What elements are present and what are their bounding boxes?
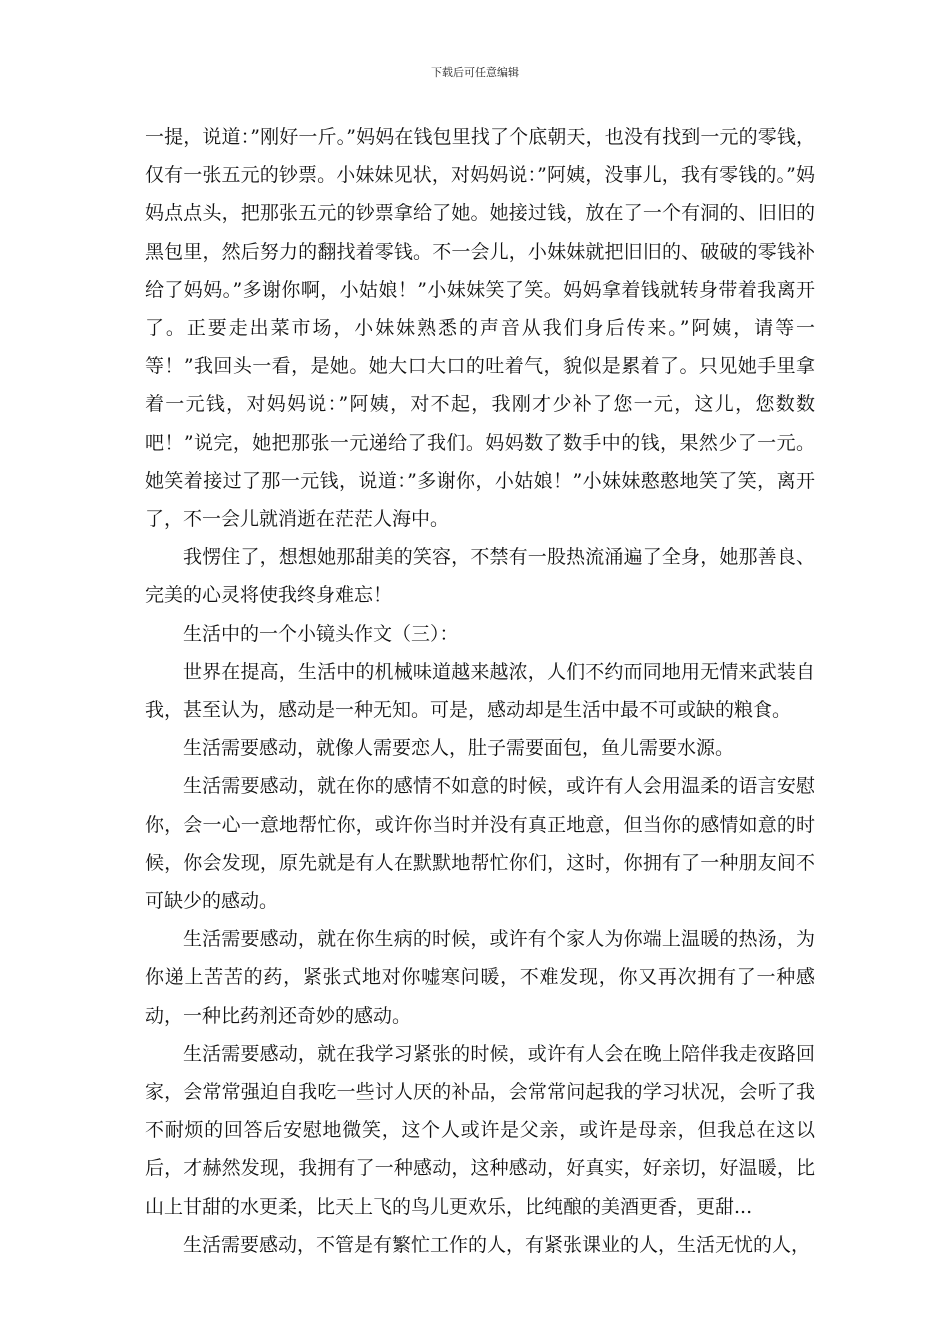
document-body bbox=[145, 118, 815, 1264]
paragraph-8: 生活需要感动，就在我学习紧张的时候，或许有人会在晚上陪伴我走夜路回家，会常常强迫自我吃一些讨人厌的补品，会常常问起我的学习状况，会听了我不耐烦的回答后安慰地微笑，这个人或许是父亲，或许是母亲，但我总在这以后，才赫然发现，我拥有了一种感动，这种感动，好真实，好亲切，好温暖，比山上甘甜的水更柔，比天上飞的鸟儿更欢乐，比纯酿的美酒更香，更甜... bbox=[145, 1042, 815, 1218]
section-heading: 生活中的一个小镜头作文（三）： bbox=[183, 622, 459, 645]
page-header: 下载后可任意编辑 bbox=[431, 66, 519, 79]
paragraph-4: 世界在提高，生活中的机械味道越来越浓，人们不约而同地用无情来武装自我，甚至认为，感动是一种无知。可是，感动却是生活中最不可或缺的粮食。 bbox=[145, 660, 815, 722]
paragraph-2: 我愣住了，想想她那甜美的笑容，不禁有一股热流涌遍了全身，她那善良、完美的心灵将使我终身难忘！ bbox=[145, 546, 815, 607]
paragraph-5: 生活需要感动，就像人需要恋人，肚子需要面包，鱼儿需要水源。 bbox=[183, 737, 735, 760]
paragraph-6: 生活需要感动，就在你的感情不如意的时候，或许有人会用温柔的语言安慰你，会一心一意地帮忙你，或许你当时并没有真正地意，但当你的感情如意的时候，你会发现，原先就是有人在默默地帮忙你们，这时，你拥有了一种朋友间不可缺少的感动。 bbox=[145, 775, 815, 913]
paragraph-1: 一提，说道：”刚好一斤。”妈妈在钱包里找了个底朝天，也没有找到一元的零钱，仅有一张五元的钞票。小妹妹见状，对妈妈说：”阿姨，没事儿，我有零钱的。”妈妈点点头，把那张五元的钞票拿给了她。她接过钱，放在了一个有洞的、旧旧的黑包里，然后努力的翻找着零钱。不一会儿，小妹妹就把旧旧的、破破的零钱补给了妈妈。”多谢你啊，小姑娘！”小妹妹笑了笑。妈妈拿着钱就转身带着我离开了。正要走出菜市场，小妹妹熟悉的声音从我们身后传来。”阿姨，请等一等！”我回头一看，是她。她大口大口的吐着气，貌似是累着了。只见她手里拿着一元钱，对妈妈说：”阿姨，对不起，我刚才少补了您一元，这儿，您数数吧！”说完，她把那张一元递给了我们。妈妈数了数手中的钱，果然少了一元。她笑着接过了那一元钱，说道：”多谢你，小姑娘！”小妹妹憨憨地笑了笑，离开了，不一会儿就消逝在茫茫人海中。 bbox=[145, 126, 815, 531]
paragraph-7: 生活需要感动，就在你生病的时候，或许有个家人为你端上温暖的热汤，为你递上苦苦的药，紧张式地对你嘘寒问暖，不难发现，你又再次拥有了一种感动，一种比药剂还奇妙的感动。 bbox=[145, 928, 815, 1027]
paragraph-9: 生活需要感动，不管是有繁忙工作的人，有紧张课业的人，生活无忧的人， bbox=[183, 1233, 811, 1256]
